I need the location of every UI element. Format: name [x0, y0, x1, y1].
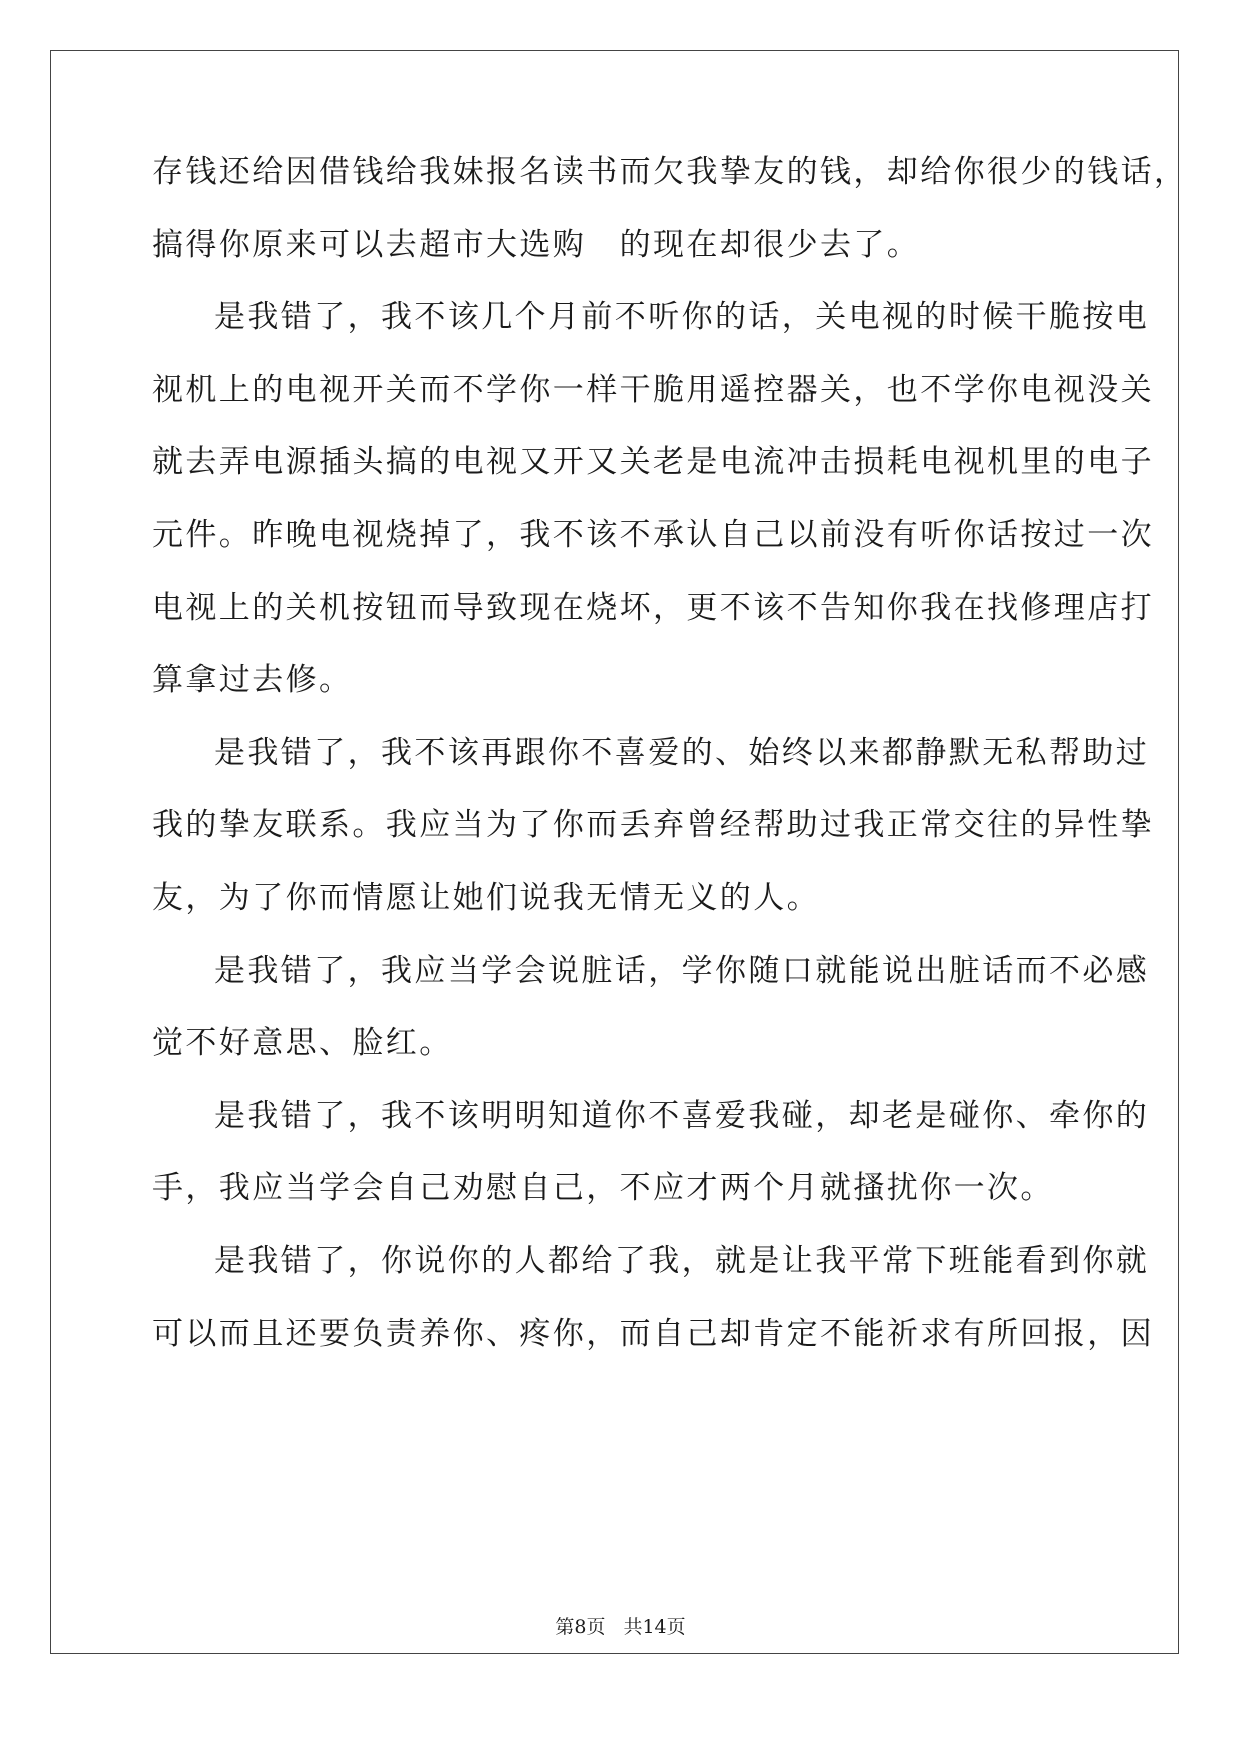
text-line: 是我错了，我不该明明知道你不喜爱我碰，却老是碰你、牵你的: [214, 1097, 1150, 1134]
text-line: 是我错了，我应当学会说脏话，学你随口就能说出脏话而不必感: [214, 952, 1150, 989]
text-line: 是我错了，我不该再跟你不喜爱的、始终以来都静默无私帮助过: [214, 734, 1150, 771]
text-line: 我的挚友联系。我应当为了你而丢弃曾经帮助过我正常交往的异性挚: [152, 807, 1154, 844]
text-line: 是我错了，我不该几个月前不听你的话，关电视的时候干脆按电: [214, 299, 1150, 336]
text-line: 电视上的关机按钮而导致现在烧坏，更不该不告知你我在找修理店打: [152, 589, 1154, 626]
text-line: 搞得你原来可以去超市大选购 的现在却很少去了。: [152, 226, 921, 263]
text-line: 是我错了，你说你的人都给了我，就是让我平常下班能看到你就: [214, 1243, 1150, 1279]
text-line: 就去弄电源插头搞的电视又开又关老是电流冲击损耗电视机里的电子: [152, 444, 1154, 481]
text-line: 可以而且还要负责养你、疼你，而自己却肯定不能祈求有所回报，因: [152, 1315, 1154, 1352]
text-line: 手，我应当学会自己劝慰自己，不应才两个月就搔扰你一次。: [152, 1170, 1054, 1207]
text-line: 视机上的电视开关而不学你一样干脆用遥控器关，也不学你电视没关: [152, 371, 1154, 408]
text-line: 算拿过去修。: [152, 662, 353, 699]
text-line: 觉不好意思、脸红。: [152, 1025, 453, 1062]
page-footer: [0, 1615, 1241, 1639]
text-line: 存钱还给因借钱给我妹报名读书而欠我挚友的钱，却给你很少的钱话，: [152, 154, 1188, 190]
text-line: 友，为了你而情愿让她们说我无情无义的人。: [152, 880, 820, 916]
page-number: 第8页: [555, 1616, 606, 1638]
page-total: 共14页: [623, 1616, 686, 1638]
text-line: 元件。昨晚电视烧掉了，我不该不承认自己以前没有听你话按过一次: [152, 517, 1154, 553]
page-border: [50, 50, 1188, 1654]
